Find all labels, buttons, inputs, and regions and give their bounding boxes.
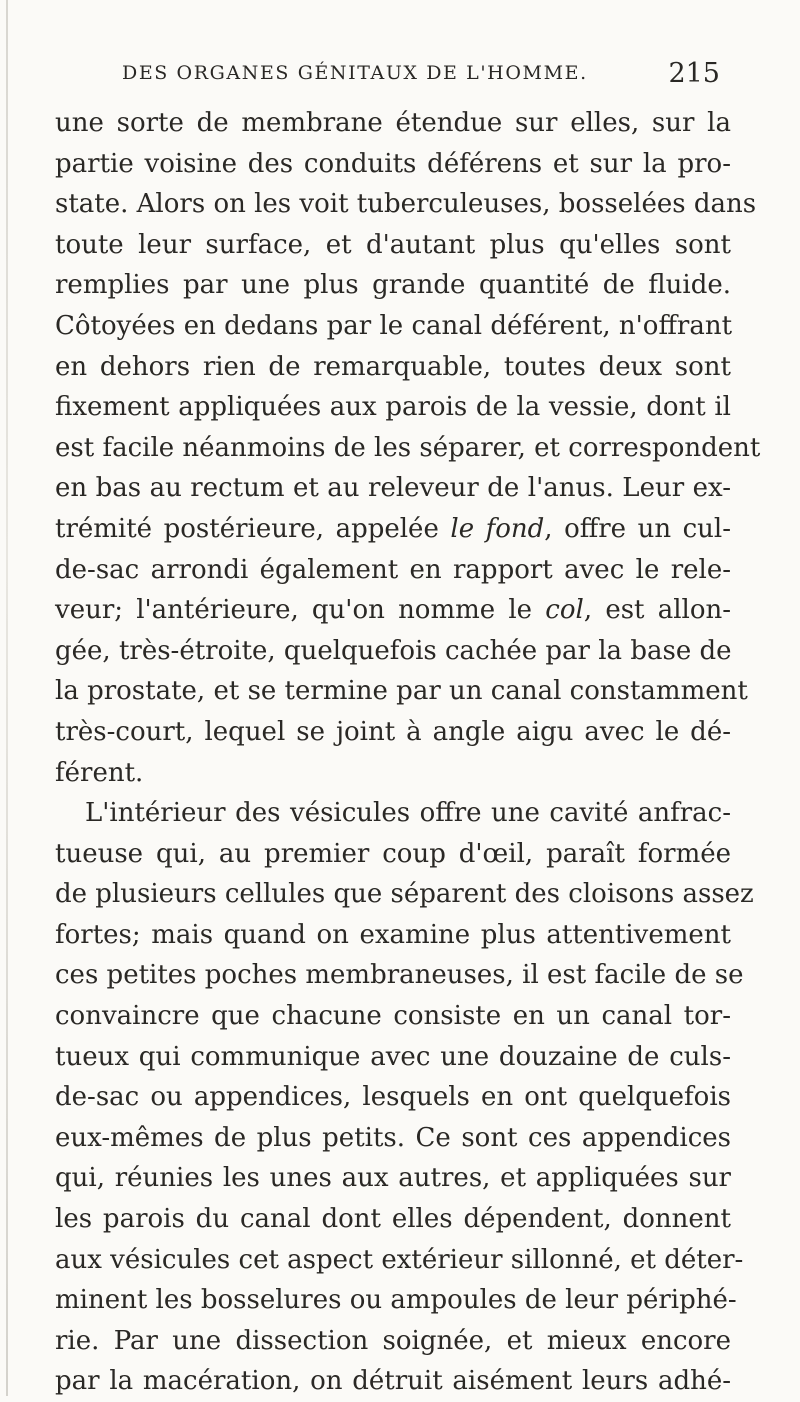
page-binding-edge — [6, 0, 8, 1396]
italic-term-fond: le fond — [450, 513, 545, 544]
text-line: la prostate, et se termine par un canal constamment — [55, 676, 748, 707]
text-line: state. Alors on les voit tuberculeuses, bosselées dans — [55, 189, 757, 220]
text-line: très-court, lequel se joint à angle aigu avec le dé- — [55, 716, 731, 747]
text-line: ces petites poches membraneuses, il est facile de se — [55, 960, 744, 991]
text-segment: veur; l'antérieure, qu'on nomme le — [55, 595, 533, 626]
text-line: de-sac arrondi également en rapport avec le rele- — [55, 554, 731, 585]
page-header — [100, 58, 720, 98]
text-line: par la macération, on détruit aisément leurs adhé- — [55, 1366, 731, 1397]
text-line: férent. — [55, 757, 144, 788]
text-line: de plusieurs cellules que séparent des cloisons assez — [55, 879, 754, 910]
text-line: veur; l'antérieure, qu'on nomme le col, est allon- — [55, 595, 732, 626]
text-line: minent les bosselures ou ampoules de leur périphé- — [55, 1285, 737, 1316]
body-text — [55, 103, 761, 1402]
text-line: gée, très-étroite, quelquefois cachée par la base de — [55, 635, 732, 666]
text-line: de-sac ou appendices, lesquels en ont quelquefois — [55, 1082, 731, 1113]
text-line: tueux qui communique avec une douzaine de culs- — [55, 1041, 731, 1072]
text-line: convaincre que chacune consiste en un canal tor- — [55, 1001, 731, 1032]
text-line: une sorte de membrane étendue sur elles, sur la — [55, 108, 731, 138]
text-segment: est allon- — [605, 595, 732, 626]
text-line: est facile néanmoins de les séparer, et correspondent — [55, 432, 761, 463]
text-line: aux vésicules cet aspect extérieur sillonné, et déter- — [55, 1244, 744, 1275]
text-line: eux-mêmes de plus petits. Ce sont ces appendices — [55, 1122, 731, 1153]
text-line: remplies par une plus grande quantité de fluide. — [55, 270, 731, 301]
text-line: en bas au rectum et au releveur de l'anus. Leur ex- — [55, 473, 731, 504]
text-segment: trémité postérieure, appelée — [55, 513, 439, 544]
text-line: L'intérieur des vésicules offre une cavité anfrac- — [85, 798, 731, 829]
text-line: qui, réunies les unes aux autres, et appliquées sur — [55, 1163, 731, 1194]
page-number: 215 — [668, 58, 720, 89]
text-line: Côtoyées en dedans par le canal déférent, n'offrant — [55, 310, 733, 341]
text-line: en dehors rien de remarquable, toutes deux sont — [55, 351, 731, 382]
text-line: fixement appliquées aux parois de la vessie, dont il — [55, 392, 731, 423]
italic-term-col: col — [545, 595, 584, 626]
text-segment: offre un cul- — [564, 513, 732, 544]
text-line: les parois du canal dont elles dépendent, donnent — [55, 1204, 731, 1235]
text-line: partie voisine des conduits déférens et sur la pro- — [55, 148, 731, 179]
text-line: trémité postérieure, appelée le fond, offre un cul- — [55, 513, 732, 544]
running-head: DES ORGANES GÉNITAUX DE L'HOMME. — [122, 62, 588, 84]
text-line: rie. Par une dissection soignée, et mieux encore — [55, 1325, 731, 1356]
text-line: tueuse qui, au premier coup d'œil, paraît formée — [55, 838, 731, 869]
text-line: toute leur surface, et d'autant plus qu'elles sont — [55, 229, 731, 260]
text-line: fortes; mais quand on examine plus attentivement — [55, 919, 731, 950]
